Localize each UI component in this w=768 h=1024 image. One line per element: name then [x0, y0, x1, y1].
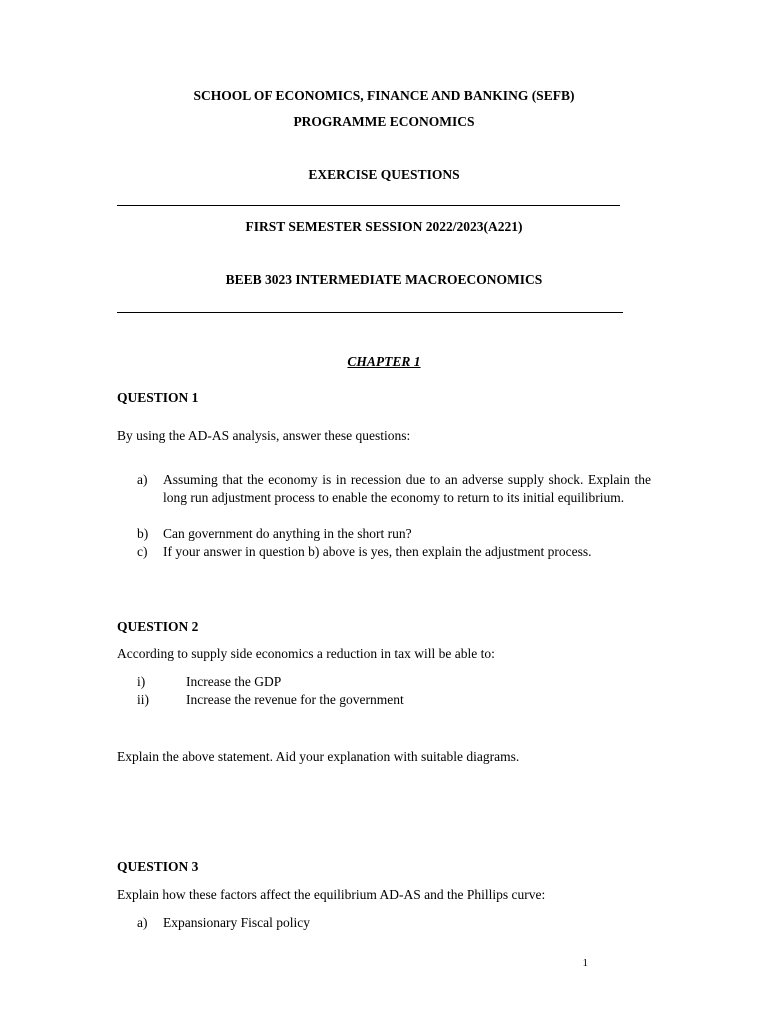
semester-heading: FIRST SEMESTER SESSION 2022/2023(A221) [245, 219, 523, 234]
question-1-intro: By using the AD-AS analysis, answer these questions: [117, 428, 411, 443]
list-item-text: Increase the revenue for the government [186, 692, 404, 707]
list-item-text: Expansionary Fiscal policy [163, 915, 310, 930]
question-1-title: QUESTION 1 [117, 390, 199, 405]
top-divider [117, 205, 620, 206]
programme-heading: PROGRAMME ECONOMICS [293, 114, 475, 129]
question-3-intro: Explain how these factors affect the equilibrium AD-AS and the Phillips curve: [117, 887, 546, 902]
list-item [137, 471, 651, 507]
question-2-title: QUESTION 2 [117, 619, 199, 634]
question-3-title: QUESTION 3 [117, 859, 199, 874]
list-item-label: b) [137, 526, 149, 541]
doc-type-heading: EXERCISE QUESTIONS [308, 167, 460, 182]
list-item [137, 543, 651, 561]
list-item-label: ii) [137, 692, 149, 707]
list-item-text: If your answer in question b) above is yes, then explain the adjustment process. [163, 544, 592, 559]
chapter-heading [0, 354, 768, 370]
list-item-label: a) [137, 472, 148, 487]
list-item-label: c) [137, 544, 148, 559]
list-item-text: Increase the GDP [186, 674, 282, 689]
page-number: 1 [582, 957, 588, 969]
question-2-intro: According to supply side economics a reduction in tax will be able to: [117, 646, 495, 661]
bottom-divider [117, 312, 623, 313]
list-item [137, 525, 651, 543]
list-item-label: a) [137, 915, 148, 930]
list-item-text: Assuming that the economy is in recession due to an adverse supply shock. Explain the long run adjustment process to enable the economy to return to its initial equilibrium. [163, 472, 651, 505]
list-item-text: Can government do anything in the short run? [163, 526, 412, 541]
list-item [137, 914, 651, 932]
course-heading: BEEB 3023 INTERMEDIATE MACROECONOMICS [225, 272, 543, 287]
school-heading: SCHOOL OF ECONOMICS, FINANCE AND BANKING (SEFB) [193, 88, 575, 103]
chapter-title: CHAPTER 1 [347, 354, 421, 369]
question-2-instruction: Explain the above statement. Aid your explanation with suitable diagrams. [117, 749, 520, 764]
list-item-label: i) [137, 674, 146, 689]
